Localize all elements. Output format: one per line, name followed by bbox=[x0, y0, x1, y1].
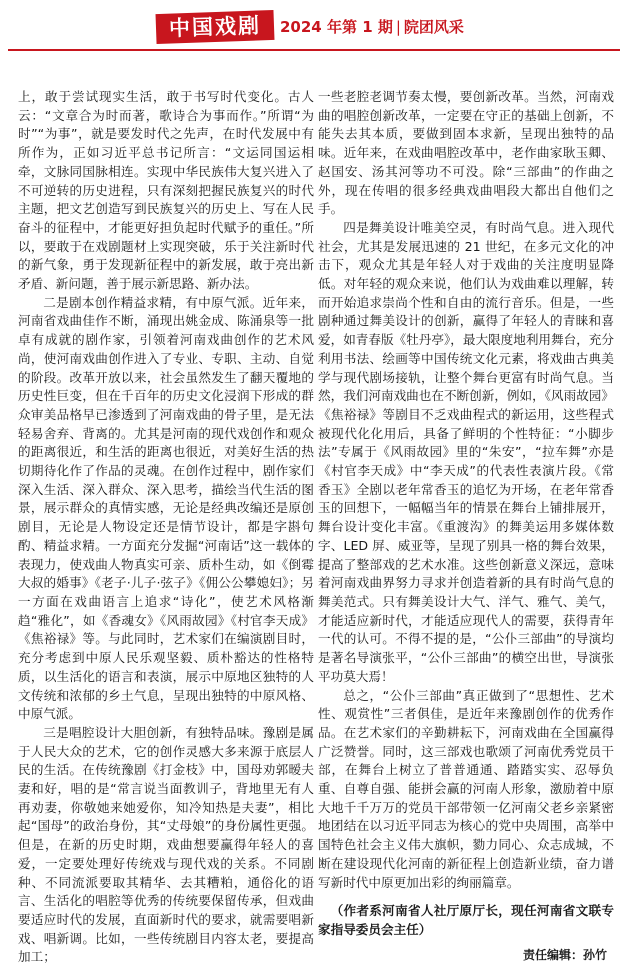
paragraph: 一些老腔老调节奏太慢，要创新改革。当然，河南戏曲的唱腔创新改革，一定要在守正的基础上创新，不能失去其本质，要做到固本求新，呈现出独特的品味。近年来，在戏曲唱腔改革中，老作曲家耿玉卿、赵国安、汤其河等功不可没。除“三部曲”的作曲之外，现在传唱的很多经典戏曲唱段大都出自他们之手。 bbox=[318, 89, 614, 217]
paragraph: 四是舞美设计唯美空灵，有时尚气息。进入现代社会，尤其是发展迅速的 21 世纪，在多元文化的冲击下，观众尤其是年轻人对于戏曲的关注度明显降低。对年轻的观众来说，他们认为戏曲难以理解，转而开始追求崇尚个性和自由的流行音乐。但是，一些剧种通过舞美设计的创新，赢得了年轻人的青睐和喜爱，如青春版《牡丹亭》，最大限度地利用舞台，充分利用书法、绘画等中国传统文化元素，将戏曲古典美学与现代剧场接轨，让整个舞台更富有时尚气息。当然，我们河南戏曲也在不断创新，例如，《风雨故园》《焦裕禄》等剧目不乏戏曲程式的新运用，这些程式被现代化化用后，具备了鲜明的个性特征：“小脚步法”专属于《风雨故园》里的“朱安”，“拉车舞”亦是《村官李天成》中“李天成”的代表性表演片段。《常香玉》全剧以老年常香玉的追忆为开场，在老年常香玉的回想下，一幅幅当年的情景在舞台上铺排展开，舞台设计变化丰富。《重渡沟》的舞美运用多媒体数字、LED 屏、威亚等，呈现了别具一格的舞台效果，提高了整部戏的艺术水准。这些创新意义深远，意味着河南戏曲界努力寻求并创造着新的具有时尚气息的舞美范式。只有舞美设计大气、洋气、雅气、美气，才能适应新时代，才能适应现代人的需要，获得青年一代的认可。不得不提的是，“公仆三部曲”的导演均是著名导演张平，“公仆三部曲”的横空出世，导演张平功莫大焉！ bbox=[318, 219, 614, 684]
header-rule bbox=[8, 49, 620, 51]
paragraph: 二是剧本创作精益求精，有中原气派。近年来，河南省戏曲佳作不断，涌现出姚金成、陈涌泉等一批卓有成就的剧作家，引领着河南戏曲创作的艺术风尚，使河南戏曲创作进入了专业、专职、主动、自觉的阶段。改革开放以来，社会虽然发生了翻天覆地的历史性巨变，但在千百年的历史文化浸润下形成的群众审美品格早已渗透到了河南戏曲的骨子里，是无法轻易舍弃、背离的。尤其是河南的现代戏创作和观众的距离很近，和生活的距离也很近，对美好生活的热切期待化作了作品的灵魂。在创作过程中，剧作家们深入生活、深入群众、深入思考，描绘当代生活的图景，展示群众的真情实感，无论是经典改编还是原创剧目，无论是人物设定还是情节设计，都是字斟句酌、精益求精。一方面充分发掘“河南话”这一载体的表现力，使戏曲人物真实可亲、质朴生动，如《倒霉大叔的婚事》《老子·儿子·弦子》《佣公公攀媳妇》；另一方面在戏曲语言上追求“诗化”，使艺术风格渐趋“雅化”，如《香魂女》《风雨故园》《村官李天成》《焦裕禄》等。与此同时，艺术家们在编演剧目时，充分考虑到中原人民乐观坚毅、质朴豁达的性格特质，以生活化的语言和表演，展示中原地区独特的人文传统和浓郁的乡土气息，呈现出独特的中原风格、中原气派。 bbox=[18, 294, 314, 722]
right-column bbox=[318, 88, 614, 940]
section-name: 院团风采 bbox=[403, 18, 464, 36]
paragraph: 总之，“公仆三部曲”真正做到了“思想性、艺术性、观赏性”三者俱佳，是近年来豫剧创作的优秀作品。在艺术家们的辛勤耕耘下，河南戏曲在全国赢得广泛赞誉。同时，这三部戏也歌颂了河南优秀党员干部，在舞台上树立了普普通通、踏踏实实、忍辱负重、自尊自强、能拼会赢的河南人形象，激励着中原大地千千万万的党员干部带领一亿河南父老乡亲紧密地团结在以习近平同志为核心的党中央周围，高举中国特色社会主义伟大旗帜，勠力同心、众志成城，不断在建设现代化河南的新征程上创造新业绩，奋力谱写新时代中原更加出彩的绚丽篇章。 bbox=[318, 687, 614, 890]
magazine-logo: 中国戏剧 bbox=[156, 10, 275, 44]
issue-line bbox=[280, 14, 464, 40]
editor-credit: 责任编辑：孙竹 bbox=[523, 948, 608, 962]
issue-number: 2024 年第 1 期 bbox=[280, 18, 393, 36]
separator: | bbox=[395, 18, 401, 36]
page-header bbox=[0, 0, 628, 46]
paragraph: 三是唱腔设计大胆创新，有独特品味。豫剧是属于人民大众的艺术，它的创作灵感大多来源于底层人民的生活。在传统豫剧《打金枝》中，国母劝郭暧夫妻和好，唱的是“常言说当面教训子，背地里无有人再劝妻，你敬她来她爱你，知冷知热是夫妻”，相比起“国母”的政治身份，其“丈母娘”的身份属性更强。但是，在新的历史时期，戏曲想要赢得年轻人的喜爱，一定要处理好传统戏与现代戏的关系。不同剧种、不同流派要取其精华、去其糟粕，通俗化的语言、生活化的唱腔等优秀的传统要保留传承，但戏曲要适应时代的发展，直面新时代的要求，就需要唱新戏、唱新调。比如，一些传统剧目内容太老，要提高加工； bbox=[18, 724, 314, 965]
paragraph: 上，敢于尝试现实生活，敢于书写时代变化。古人云：“文章合为时而著，歌诗合为事而作。”所谓“为时”“为事”，就是要发时代之先声，在时代发展中有所作为，正如习近平总书记所言：“文运同国运相牵，文脉同国脉相连。实现中华民族伟大复兴进入了不可逆转的历史进程，只有深刻把握民族复兴的时代主题，把文艺创造写到民族复兴的历史上、写在人民奋斗的征程中，才能更好担负起时代赋予的重任。”所以，要敢于在戏剧题材上实现突破，乐于关注新时代的新气象，勇于发现新征程中的新发展，敢于亮出新矛盾、新问题，善于展示新思路、新办法。 bbox=[18, 89, 314, 292]
left-column bbox=[18, 88, 314, 967]
author-note: （作者系河南省人社厅原厅长，现任河南省文联专家指导委员会主任） bbox=[318, 903, 614, 937]
